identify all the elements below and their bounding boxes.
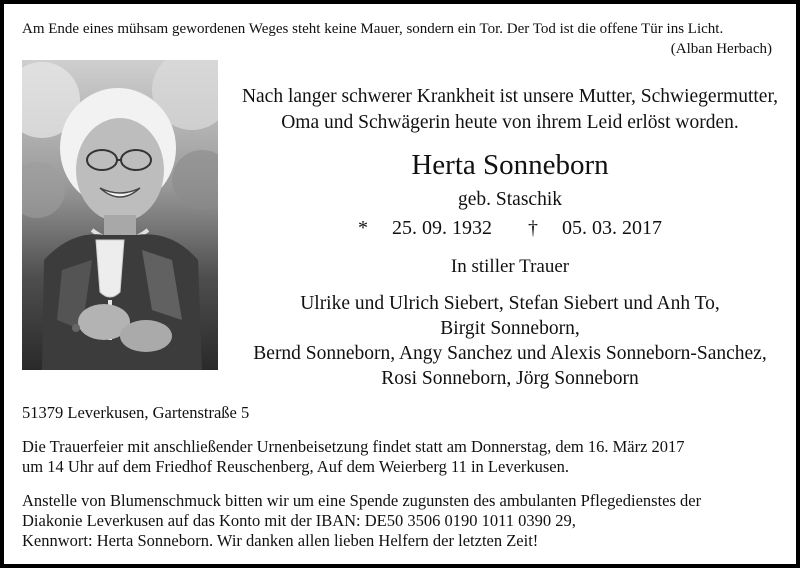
life-dates	[232, 215, 788, 241]
family-line: Bernd Sonneborn, Angy Sanchez und Alexis Sonneborn-Sanchez,	[253, 343, 767, 364]
donation-line: Diakonie Leverkusen auf das Konto mit der IBAN: DE50 3506 0190 1011 0390 29,	[22, 511, 576, 530]
mourning-label: In stiller Trauer	[450, 256, 570, 277]
family-line: Rosi Sonneborn, Jörg Sonneborn	[381, 368, 639, 389]
family-list	[232, 291, 788, 391]
family-line: Birgit Sonneborn,	[440, 318, 580, 339]
quote-author: (Alban Herbach)	[670, 41, 772, 57]
funeral-line: um 14 Uhr auf dem Friedhof Reuschenberg, Auf dem Weierberg 11 in Leverkusen.	[22, 457, 570, 476]
funeral-info	[22, 437, 792, 477]
intro-line: Nach langer schwerer Krankheit ist unsere Mutter, Schwiegermutter,	[241, 86, 779, 107]
quote-text: Am Ende eines mühsam gewordenen Weges steht keine Mauer, sondern ein Tor. Der Tod ist die offene Tür ins Licht.	[22, 21, 724, 37]
obituary-notice	[4, 4, 796, 564]
portrait-illustration	[22, 60, 218, 370]
birth-date: 25. 09. 1932	[392, 217, 492, 239]
deceased-name: Herta Sonneborn	[411, 149, 609, 181]
maiden-name: geb. Staschik	[458, 189, 562, 210]
portrait-photo	[22, 60, 218, 370]
address: 51379 Leverkusen, Gartenstraße 5	[22, 403, 250, 422]
donation-info	[22, 491, 792, 551]
funeral-line: Die Trauerfeier mit anschließender Urnenbeisetzung findet statt am Donnerstag, dem 16. März 2017	[22, 437, 685, 456]
birth-symbol: *	[358, 217, 368, 239]
donation-line: Kennwort: Herta Sonneborn. Wir danken allen lieben Helfern der letzten Zeit!	[22, 531, 539, 550]
family-line: Ulrike und Ulrich Siebert, Stefan Siebert und Anh To,	[300, 293, 720, 314]
donation-line: Anstelle von Blumenschmuck bitten wir um eine Spende zugunsten des ambulanten Pflegedienstes der	[22, 491, 702, 510]
intro-line: Oma und Schwägerin heute von ihrem Leid erlöst worden.	[281, 112, 739, 133]
intro-text	[232, 84, 788, 136]
death-date: 05. 03. 2017	[562, 217, 662, 239]
death-symbol: †	[528, 217, 538, 239]
